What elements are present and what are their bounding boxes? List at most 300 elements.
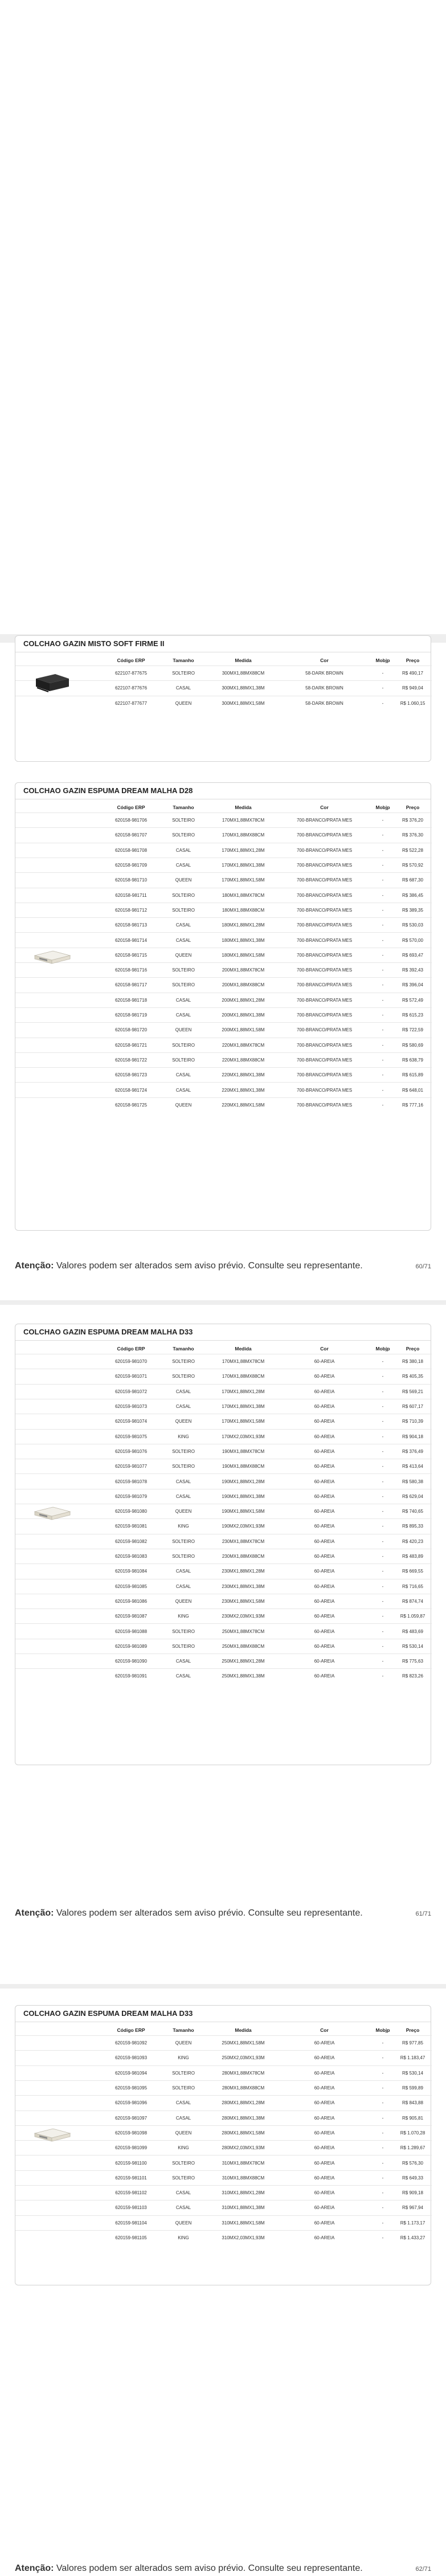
table-cell: 700-BRANCO/PRATA MES xyxy=(296,1072,353,1078)
table-cell: R$ 386,45 xyxy=(402,892,423,898)
table-cell: 60-AREIA xyxy=(314,2235,335,2241)
table-cell: R$ 716,65 xyxy=(402,1583,423,1589)
table-cell: SOLTEIRO xyxy=(172,832,195,838)
disclaimer-prefix: Atenção: xyxy=(15,1908,54,1918)
table-cell: 60-AREIA xyxy=(314,2085,335,2091)
table-cell: CASAL xyxy=(175,1087,191,1093)
table-cell: 700-BRANCO/PRATA MES xyxy=(296,1027,353,1033)
table-cell: 180MX1,88MX1,28M xyxy=(222,922,265,928)
table-cell: 620159-981072 xyxy=(114,1389,148,1394)
table-cell: 622107-877676 xyxy=(114,685,148,691)
table-cell: 620158-981711 xyxy=(115,892,147,898)
table-cell: 180MX1,88MX78CM xyxy=(222,892,265,898)
table-cell: 310MX1,88MX88CM xyxy=(222,2175,265,2181)
table-cell: - xyxy=(382,1673,384,1679)
table-cell: 200MX1,88MX1,38M xyxy=(222,1013,265,1018)
table-cell: 230MX1,88MX1,58M xyxy=(222,1598,265,1604)
table-cell: CASAL xyxy=(175,2100,191,2106)
table-cell: 620158-981717 xyxy=(114,982,148,988)
disclaimer-text: Valores podem ser alterados sem aviso prévio. Consulte seu representante. xyxy=(54,1261,363,1271)
disclaimer-text: Valores podem ser alterados sem aviso prévio. Consulte seu representante. xyxy=(54,1908,363,1918)
table-cell: 190MX2,03MX1,93M xyxy=(222,1524,265,1529)
table-cell: KING xyxy=(178,2145,189,2151)
table-cell: 60-AREIA xyxy=(314,1524,335,1529)
table-cell: - xyxy=(382,1057,384,1063)
table-cell: - xyxy=(382,1072,384,1078)
table-cell: 620158-981725 xyxy=(114,1102,148,1108)
table-cell: 60-AREIA xyxy=(314,1434,335,1439)
table-cell: 60-AREIA xyxy=(314,1509,335,1514)
table-cell: 60-AREIA xyxy=(314,2205,335,2211)
table-cell: CASAL xyxy=(175,937,191,943)
table-cell: 700-BRANCO/PRATA MES xyxy=(296,1042,353,1048)
table-cell: - xyxy=(382,2220,384,2226)
table-cell: 170MX1,88MX1,28M xyxy=(222,847,265,853)
table-cell: 250MX2,03MX1,93M xyxy=(222,2055,265,2061)
table-header xyxy=(15,802,432,813)
table-cell: 250MX1,88MX1,38M xyxy=(222,1673,265,1679)
column-header: Tamanho xyxy=(173,658,194,663)
table-cell: R$ 420,23 xyxy=(402,1538,423,1544)
table-cell: 60-AREIA xyxy=(314,2145,335,2151)
table-cell: SOLTEIRO xyxy=(172,907,195,913)
table-cell: - xyxy=(382,997,384,1003)
table-cell: 700-BRANCO/PRATA MES xyxy=(296,832,353,838)
table-cell: 60-AREIA xyxy=(314,2220,335,2226)
table-cell: 300MX1,88MX1,58M xyxy=(222,700,265,706)
table-cell: - xyxy=(382,2190,384,2196)
table-cell: 310MX1,88MX1,38M xyxy=(222,2205,265,2211)
table-cell: SOLTEIRO xyxy=(172,818,195,823)
table-cell: - xyxy=(382,1479,384,1484)
table-row xyxy=(15,2170,432,2185)
page-separator xyxy=(0,1300,446,1305)
table-cell: SOLTEIRO xyxy=(172,967,195,973)
table-cell: R$ 629,04 xyxy=(402,1493,423,1499)
table-cell: 620159-981092 xyxy=(114,2040,148,2046)
table-cell: - xyxy=(382,1374,384,1379)
disclaimer-footer xyxy=(15,2563,363,2574)
table-cell: SOLTEIRO xyxy=(172,892,195,898)
table-cell: CASAL xyxy=(175,685,191,691)
table-cell: KING xyxy=(178,1614,189,1619)
table-row xyxy=(15,680,432,695)
table-cell: 700-BRANCO/PRATA MES xyxy=(296,937,353,943)
table-cell: 300MX1,88MX88CM xyxy=(222,671,265,676)
page-number: 61/71 xyxy=(415,1910,431,1917)
table-cell: 60-AREIA xyxy=(314,1569,335,1574)
table-cell: 620159-981089 xyxy=(114,1643,148,1649)
table-cell: 200MX1,88MX88CM xyxy=(222,982,265,988)
table-cell: 700-BRANCO/PRATA MES xyxy=(296,1102,353,1108)
column-header: Medida xyxy=(235,658,252,663)
column-header: Código ERP xyxy=(117,658,145,663)
table-cell: 180MX1,88MX88CM xyxy=(222,907,265,913)
table-row xyxy=(15,2200,432,2215)
table-cell: R$ 490,17 xyxy=(402,671,423,676)
table-cell: - xyxy=(382,937,384,943)
column-header: Código ERP xyxy=(117,2027,145,2033)
table-cell: CASAL xyxy=(175,922,191,928)
column-header: Cor xyxy=(320,658,329,663)
table-cell: 622107-877675 xyxy=(114,671,148,676)
table-cell: R$ 1.173,17 xyxy=(400,2220,425,2226)
table-cell: R$ 376,30 xyxy=(402,832,423,838)
column-header: Código ERP xyxy=(117,1346,145,1352)
product-table xyxy=(15,2025,432,2245)
table-cell: 280MX1,88MX78CM xyxy=(222,2070,265,2076)
table-cell: 620159-981077 xyxy=(114,1464,148,1469)
table-row xyxy=(15,2185,432,2200)
table-row xyxy=(15,917,432,932)
column-header: Mobjp xyxy=(375,805,390,810)
table-cell: 170MX1,88MX1,58M xyxy=(222,877,265,883)
table-cell: 310MX1,88MX1,28M xyxy=(222,2190,265,2196)
product-table xyxy=(15,655,432,711)
table-row xyxy=(15,2215,432,2230)
table-row xyxy=(15,2110,432,2125)
table-cell: 60-AREIA xyxy=(314,1614,335,1619)
table-cell: SOLTEIRO xyxy=(172,2160,195,2166)
table-cell: 620159-981102 xyxy=(115,2190,147,2196)
table-header xyxy=(15,2025,432,2035)
table-cell: 620159-981100 xyxy=(115,2160,147,2166)
table-row xyxy=(15,872,432,887)
table-cell: 220MX1,88MX1,38M xyxy=(222,1087,265,1093)
table-cell: R$ 693,47 xyxy=(402,952,423,958)
table-cell: R$ 1.070,28 xyxy=(400,2130,425,2136)
table-cell: 620158-981719 xyxy=(114,1013,148,1018)
table-cell: 620159-981087 xyxy=(114,1614,148,1619)
table-cell: - xyxy=(382,818,384,823)
mattress-image xyxy=(32,943,72,974)
table-cell: 60-AREIA xyxy=(314,2100,335,2106)
table-cell: 620159-981088 xyxy=(114,1628,148,1634)
table-cell: - xyxy=(382,1404,384,1410)
mattress-image xyxy=(32,2121,72,2152)
table-row xyxy=(15,2155,432,2170)
table-cell: QUEEN xyxy=(175,952,192,958)
table-cell: - xyxy=(382,671,384,676)
table-cell: 60-AREIA xyxy=(314,1628,335,1634)
table-row xyxy=(15,1504,432,1518)
table-cell: CASAL xyxy=(175,1389,191,1394)
table-row xyxy=(15,1623,432,1638)
table-row xyxy=(15,858,432,872)
table-row xyxy=(15,1067,432,1082)
table-cell: - xyxy=(382,2085,384,2091)
table-header xyxy=(15,1344,432,1354)
table-row xyxy=(15,2125,432,2140)
table-cell: 620159-981086 xyxy=(114,1598,148,1604)
table-cell: R$ 687,30 xyxy=(402,877,423,883)
table-cell: R$ 638,79 xyxy=(402,1057,423,1063)
table-cell: 620159-981076 xyxy=(114,1448,148,1454)
table-cell: CASAL xyxy=(175,1493,191,1499)
table-cell: - xyxy=(382,1493,384,1499)
table-cell: R$ 580,38 xyxy=(402,1479,423,1484)
table-row xyxy=(15,666,432,680)
table-cell: 250MX1,88MX88CM xyxy=(222,1643,265,1649)
table-cell: 620158-981712 xyxy=(114,907,148,913)
table-cell: 620158-981706 xyxy=(114,818,148,823)
table-cell: R$ 392,43 xyxy=(402,967,423,973)
table-cell: 60-AREIA xyxy=(314,1448,335,1454)
table-row xyxy=(15,1052,432,1067)
table-cell: 280MX1,88MX88CM xyxy=(222,2085,265,2091)
table-cell: 620159-981078 xyxy=(114,1479,148,1484)
table-cell: 620159-981103 xyxy=(115,2205,147,2211)
table-cell: 700-BRANCO/PRATA MES xyxy=(296,892,353,898)
table-row xyxy=(15,1594,432,1609)
table-cell: R$ 895,33 xyxy=(402,1524,423,1529)
column-header: Cor xyxy=(320,805,329,810)
table-row xyxy=(15,1444,432,1459)
table-cell: 280MX1,88MX1,58M xyxy=(222,2130,265,2136)
table-cell: 60-AREIA xyxy=(314,2055,335,2061)
table-row xyxy=(15,1038,432,1052)
table-cell: 60-AREIA xyxy=(314,1673,335,1679)
table-cell: 170MX1,88MX88CM xyxy=(222,832,265,838)
table-cell: 220MX1,88MX1,58M xyxy=(222,1102,265,1108)
table-cell: 620158-981708 xyxy=(114,847,148,853)
table-cell: 60-AREIA xyxy=(314,1479,335,1484)
table-row xyxy=(15,2140,432,2155)
table-cell: R$ 530,14 xyxy=(402,1643,423,1649)
table-cell: 250MX1,88MX1,58M xyxy=(222,2040,265,2046)
table-cell: 220MX1,88MX78CM xyxy=(222,1042,265,1048)
table-cell: 620159-981084 xyxy=(114,1569,148,1574)
table-cell: R$ 1.183,47 xyxy=(400,2055,425,2061)
table-cell: R$ 580,69 xyxy=(402,1042,423,1048)
column-header: Preço xyxy=(406,1346,420,1352)
table-cell: 620158-981715 xyxy=(114,952,148,958)
column-header: Cor xyxy=(320,1346,329,1352)
table-cell: R$ 530,14 xyxy=(402,2070,423,2076)
table-row xyxy=(15,962,432,977)
table-cell: 620159-981097 xyxy=(114,2115,148,2121)
table-cell: 700-BRANCO/PRATA MES xyxy=(296,818,353,823)
table-cell: - xyxy=(382,1583,384,1589)
table-cell: 620158-981720 xyxy=(114,1027,148,1033)
table-cell: - xyxy=(382,2145,384,2151)
table-cell: 170MX2,03MX1,93M xyxy=(222,1434,265,1439)
disclaimer-footer xyxy=(15,1261,363,1271)
table-cell: QUEEN xyxy=(175,1027,192,1033)
column-header: Mobjp xyxy=(375,2027,390,2033)
table-cell: 620158-981707 xyxy=(114,832,148,838)
table-cell: R$ 1.059,87 xyxy=(400,1614,425,1619)
table-cell: 700-BRANCO/PRATA MES xyxy=(296,922,353,928)
table-cell: 170MX1,88MX88CM xyxy=(222,1374,265,1379)
table-cell: 620159-981104 xyxy=(115,2220,147,2226)
table-cell: R$ 522,28 xyxy=(402,847,423,853)
table-cell: SOLTEIRO xyxy=(172,1448,195,1454)
table-cell: R$ 823,26 xyxy=(402,1673,423,1679)
table-row xyxy=(15,1459,432,1473)
page-number: 60/71 xyxy=(415,1263,431,1270)
column-header: Medida xyxy=(235,2027,252,2033)
disclaimer-prefix: Atenção: xyxy=(15,2563,54,2573)
table-header xyxy=(15,655,432,666)
table-cell: R$ 615,23 xyxy=(402,1013,423,1018)
table-cell: 170MX1,88MX1,28M xyxy=(222,1389,265,1394)
table-cell: - xyxy=(382,1359,384,1365)
table-cell: - xyxy=(382,1013,384,1018)
table-cell: CASAL xyxy=(175,863,191,868)
table-cell: 620158-981713 xyxy=(114,922,148,928)
table-cell: - xyxy=(382,922,384,928)
table-row xyxy=(15,1654,432,1668)
table-cell: 620159-981080 xyxy=(114,1509,148,1514)
table-cell: 620159-981083 xyxy=(114,1554,148,1560)
table-cell: QUEEN xyxy=(175,2130,192,2136)
table-cell: 310MX1,88MX1,58M xyxy=(222,2220,265,2226)
table-cell: 620158-981722 xyxy=(114,1057,148,1063)
table-cell: 60-AREIA xyxy=(314,2190,335,2196)
product-section-card xyxy=(15,2005,431,2285)
table-row xyxy=(15,1639,432,1654)
section-title: COLCHAO GAZIN ESPUMA DREAM MALHA D33 xyxy=(15,2006,431,2022)
table-cell: R$ 1.433,27 xyxy=(400,2235,425,2241)
table-cell: 60-AREIA xyxy=(314,1643,335,1649)
page-separator xyxy=(0,1984,446,1989)
table-cell: - xyxy=(382,1464,384,1469)
table-cell: - xyxy=(382,1628,384,1634)
table-cell: 60-AREIA xyxy=(314,1419,335,1424)
table-cell: 230MX1,88MX78CM xyxy=(222,1538,265,1544)
table-cell: 230MX1,88MX88CM xyxy=(222,1554,265,1560)
table-cell: QUEEN xyxy=(175,877,192,883)
table-cell: 220MX1,88MX88CM xyxy=(222,1057,265,1063)
table-cell: - xyxy=(382,952,384,958)
table-cell: 170MX1,88MX1,38M xyxy=(222,1404,265,1410)
table-cell: 60-AREIA xyxy=(314,2115,335,2121)
table-cell: R$ 904,18 xyxy=(402,1434,423,1439)
table-cell: - xyxy=(382,2055,384,2061)
table-cell: - xyxy=(382,2100,384,2106)
table-cell: 620159-981073 xyxy=(114,1404,148,1410)
table-cell: 700-BRANCO/PRATA MES xyxy=(296,997,353,1003)
section-title: COLCHAO GAZIN MISTO SOFT FIRME II xyxy=(15,636,431,652)
table-cell: SOLTEIRO xyxy=(172,1042,195,1048)
table-cell: 60-AREIA xyxy=(314,1389,335,1394)
table-cell: R$ 777,16 xyxy=(402,1102,423,1108)
table-cell: 170MX1,88MX1,38M xyxy=(222,863,265,868)
table-cell: 190MX1,88MX78CM xyxy=(222,1448,265,1454)
table-cell: R$ 775,63 xyxy=(402,1659,423,1664)
table-cell: 60-AREIA xyxy=(314,2070,335,2076)
table-cell: R$ 615,89 xyxy=(402,1072,423,1078)
disclaimer-text: Valores podem ser alterados sem aviso prévio. Consulte seu representante. xyxy=(54,2563,363,2573)
disclaimer-footer xyxy=(15,1908,363,1918)
table-row xyxy=(15,2230,432,2245)
table-cell: 60-AREIA xyxy=(314,1493,335,1499)
table-cell: 700-BRANCO/PRATA MES xyxy=(296,847,353,853)
table-cell: 58-DARK BROWN xyxy=(305,700,343,706)
section-title: COLCHAO GAZIN ESPUMA DREAM MALHA D28 xyxy=(15,783,431,799)
table-row xyxy=(15,1563,432,1578)
table-row xyxy=(15,932,432,947)
table-cell: - xyxy=(382,1448,384,1454)
table-cell: KING xyxy=(178,2055,189,2061)
table-cell: 620159-981094 xyxy=(114,2070,148,2076)
table-cell: - xyxy=(382,1102,384,1108)
table-cell: QUEEN xyxy=(175,1419,192,1424)
table-cell: - xyxy=(382,982,384,988)
table-cell: 620159-981081 xyxy=(114,1524,148,1529)
table-cell: CASAL xyxy=(175,2115,191,2121)
table-row xyxy=(15,827,432,842)
table-cell: CASAL xyxy=(175,1404,191,1410)
table-cell: R$ 649,33 xyxy=(402,2175,423,2181)
table-cell: 620158-981723 xyxy=(114,1072,148,1078)
table-cell: CASAL xyxy=(175,997,191,1003)
table-cell: R$ 874,74 xyxy=(402,1598,423,1604)
table-cell: - xyxy=(382,1389,384,1394)
table-cell: - xyxy=(382,2160,384,2166)
table-cell: 230MX1,88MX1,28M xyxy=(222,1569,265,1574)
table-cell: 620159-981099 xyxy=(114,2145,148,2151)
column-header: Cor xyxy=(320,2027,329,2033)
table-cell: 620159-981082 xyxy=(114,1538,148,1544)
table-cell: R$ 843,88 xyxy=(402,2100,423,2106)
table-cell: 700-BRANCO/PRATA MES xyxy=(296,982,353,988)
table-cell: 60-AREIA xyxy=(314,1554,335,1560)
table-row xyxy=(15,1384,432,1399)
table-cell: SOLTEIRO xyxy=(172,1554,195,1560)
table-cell: - xyxy=(382,832,384,838)
table-cell: SOLTEIRO xyxy=(172,1628,195,1634)
table-cell: 620159-981075 xyxy=(114,1434,148,1439)
table-row xyxy=(15,1414,432,1428)
table-cell: 620159-981105 xyxy=(115,2235,147,2241)
table-cell: - xyxy=(382,2130,384,2136)
table-row xyxy=(15,888,432,903)
table-cell: - xyxy=(382,863,384,868)
table-cell: - xyxy=(382,877,384,883)
table-cell: - xyxy=(382,1027,384,1033)
table-row xyxy=(15,903,432,917)
table-cell: - xyxy=(382,1538,384,1544)
table-cell: - xyxy=(382,2205,384,2211)
table-cell: R$ 905,81 xyxy=(402,2115,423,2121)
table-cell: 180MX1,88MX1,58M xyxy=(222,952,265,958)
table-row xyxy=(15,2035,432,2050)
table-row xyxy=(15,948,432,962)
table-cell: 620158-981721 xyxy=(114,1042,148,1048)
table-cell: 310MX2,03MX1,93M xyxy=(222,2235,265,2241)
table-cell: SOLTEIRO xyxy=(172,2175,195,2181)
table-cell: R$ 967,94 xyxy=(402,2205,423,2211)
table-cell: 620159-981085 xyxy=(114,1583,148,1589)
table-cell: - xyxy=(382,892,384,898)
table-cell: - xyxy=(382,1419,384,1424)
table-cell: 620159-981079 xyxy=(114,1493,148,1499)
table-cell: 620159-981071 xyxy=(114,1374,148,1379)
table-cell: - xyxy=(382,1087,384,1093)
table-cell: 620159-981070 xyxy=(114,1359,148,1365)
table-cell: 620158-981718 xyxy=(114,997,148,1003)
table-cell: SOLTEIRO xyxy=(172,1538,195,1544)
table-row xyxy=(15,1399,432,1414)
table-cell: - xyxy=(382,1659,384,1664)
table-cell: R$ 1.289,67 xyxy=(400,2145,425,2151)
table-cell: - xyxy=(382,1434,384,1439)
table-cell: 620159-981095 xyxy=(114,2085,148,2091)
table-cell: SOLTEIRO xyxy=(172,671,195,676)
column-header: Preço xyxy=(406,805,420,810)
